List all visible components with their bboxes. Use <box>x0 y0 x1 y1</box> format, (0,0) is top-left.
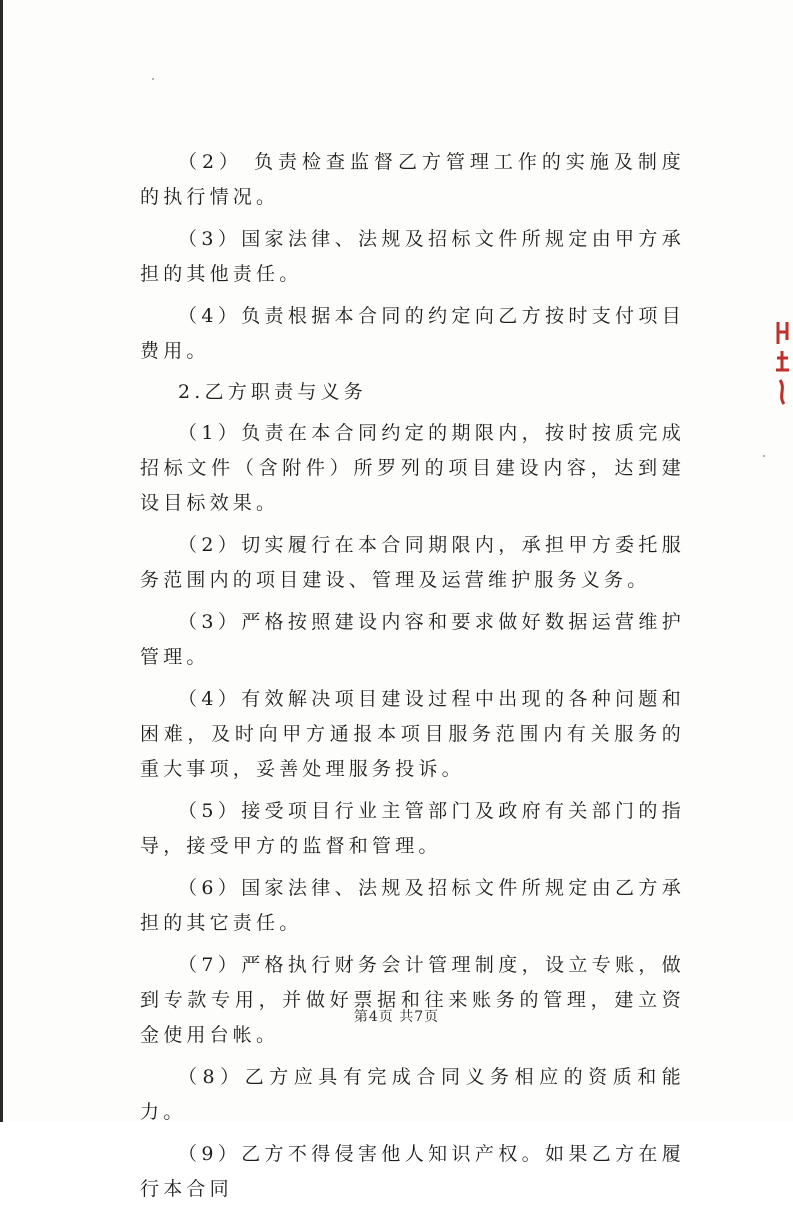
paragraph-party-b-duty-8: （8）乙方应具有完成合同义务相应的资质和能力。 <box>140 1066 685 1123</box>
paragraph-party-b-duty-5: （5）接受项目行业主管部门及政府有关部门的指导，接受甲方的监督和管理。 <box>140 800 685 857</box>
paragraph-party-a-duty-3: （3）国家法律、法规及招标文件所规定由甲方承担的其他责任。 <box>140 228 685 285</box>
paragraph-party-b-duty-9: （9）乙方不得侵害他人知识产权。如果乙方在履行本合同 <box>140 1143 685 1200</box>
paragraph-party-b-duty-4: （4）有效解决项目建设过程中出现的各种问题和困难，及时向甲方通报本项目服务范围内有关服务的重大事项，妥善处理服务投诉。 <box>140 688 685 780</box>
paragraph-party-b-duty-3: （3）严格按照建设内容和要求做好数据运营维护管理。 <box>140 611 685 668</box>
paragraph-party-b-duty-1: （1）负责在本合同约定的期限内，按时按质完成招标文件（含附件）所罗列的项目建设内容，达到建设目标效果。 <box>140 422 685 514</box>
contract-body <box>140 145 685 1207</box>
scan-speck <box>152 78 154 80</box>
paragraph-party-a-duty-4: （4）负责根据本合同的约定向乙方按时支付项目费用。 <box>140 305 685 362</box>
seal-fragment-icon <box>772 318 793 408</box>
page-number-footer: 第4页 共7页 <box>353 1009 440 1025</box>
paragraph-party-b-duty-6: （6）国家法律、法规及招标文件所规定由乙方承担的其它责任。 <box>140 877 685 934</box>
scan-edge <box>0 0 3 1122</box>
paragraph-party-a-duty-2: （2） 负责检查监督乙方管理工作的实施及制度的执行情况。 <box>140 151 685 208</box>
section-heading-party-b: 2.乙方职责与义务 <box>178 381 367 403</box>
scan-speck <box>763 455 765 457</box>
paragraph-party-b-duty-7: （7）严格执行财务会计管理制度，设立专账，做到专款专用，并做好票据和往来账务的管理，建立资金使用台帐。 <box>140 954 685 1046</box>
paragraph-party-b-duty-2: （2）切实履行在本合同期限内，承担甲方委托服务范围内的项目建设、管理及运营维护服务义务。 <box>140 534 685 591</box>
